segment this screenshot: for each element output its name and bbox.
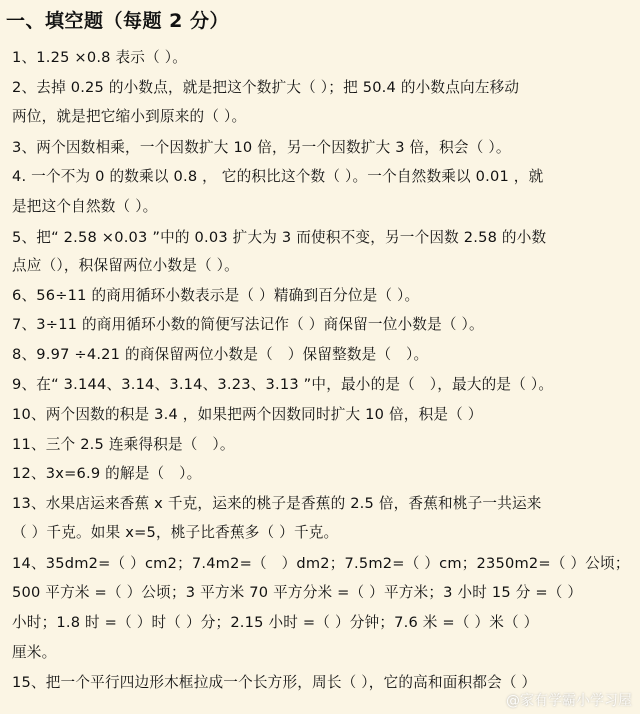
question-line: 15、把一个平行四边形木框拉成一个长方形，周长（ ），它的高和面积都会（ ）	[12, 674, 537, 691]
question-line: 14、35dm2=（ ）cm2；7.4m2=（ ）dm2；7.5m2=（ ）cm；2350m2=（ ）公顷；	[12, 555, 630, 572]
question-line: 小时；1.8 时 =（ ）时（ ）分；2.15 小时 =（ ）分钟；7.6 米 =（ ）米（ ）	[12, 614, 539, 631]
question-line: 10、两个因数的积是 3.4 ，如果把两个因数同时扩大 10 倍，积是（ ）	[12, 406, 483, 423]
question-line: 4. 一个不为 0 的数乘以 0.8 ， 它的积比这个数（ ）。一个自然数乘以 0.01 ，就	[12, 168, 544, 185]
question-line: 8、9.97 ÷4.21 的商保留两位小数是（ ）保留整数是（ ）。	[12, 346, 429, 363]
question-line: 3、两个因数相乘，一个因数扩大 10 倍，另一个因数扩大 3 倍，积会（ ）。	[12, 139, 511, 156]
question-line: 11、三个 2.5 连乘得积是（ ）。	[12, 436, 235, 453]
question-line: 500 平方米 =（ ）公顷；3 平方米 70 平方分米 =（ ）平方米；3 小时 15 分 =（ ）	[12, 584, 583, 601]
question-line: 9、在“ 3.14̇4̇、3.14̇、3.14、3.23、3.13̇ ”中，最小的是（ ），最大的是（ ）。	[12, 376, 554, 393]
question-line: （ ）千克。如果 x=5，桃子比香蕉多（ ）千克。	[12, 524, 339, 541]
question-line: 厘米。	[12, 644, 57, 661]
question-line: 2、去掉 0.25 的小数点，就是把这个数扩大（ ）；把 50.4 的小数点向左移动	[12, 79, 520, 96]
question-line: 两位，就是把它缩小到原来的（ ）。	[12, 108, 247, 125]
question-line: 1、1.25 ×0.8 表示（ ）。	[12, 49, 187, 66]
watermark-text: @家有学霸小学习屋	[506, 693, 632, 709]
question-line: 13、水果店运来香蕉 x 千克，运来的桃子是香蕉的 2.5 倍，香蕉和桃子一共运来	[12, 495, 542, 512]
question-line: 12、3x=6.9 的解是（ ）。	[12, 465, 202, 482]
section-heading: 一、填空题（每题 2 分）	[6, 10, 229, 32]
question-line: 点应（），积保留两位小数是（ ）。	[12, 257, 239, 274]
question-line: 是把这个自然数（ ）。	[12, 198, 158, 215]
question-line: 7、3÷11 的商用循环小数的简便写法记作（ ）商保留一位小数是（ ）。	[12, 316, 484, 333]
question-line: 5、把“ 2.58 ×0.03 ”中的 0.03 扩大为 3 而使积不变，另一个因数 2.58 的小数	[12, 229, 547, 246]
question-line: 6、56÷11 的商用循环小数表示是（ ）精确到百分位是（ ）。	[12, 287, 420, 304]
